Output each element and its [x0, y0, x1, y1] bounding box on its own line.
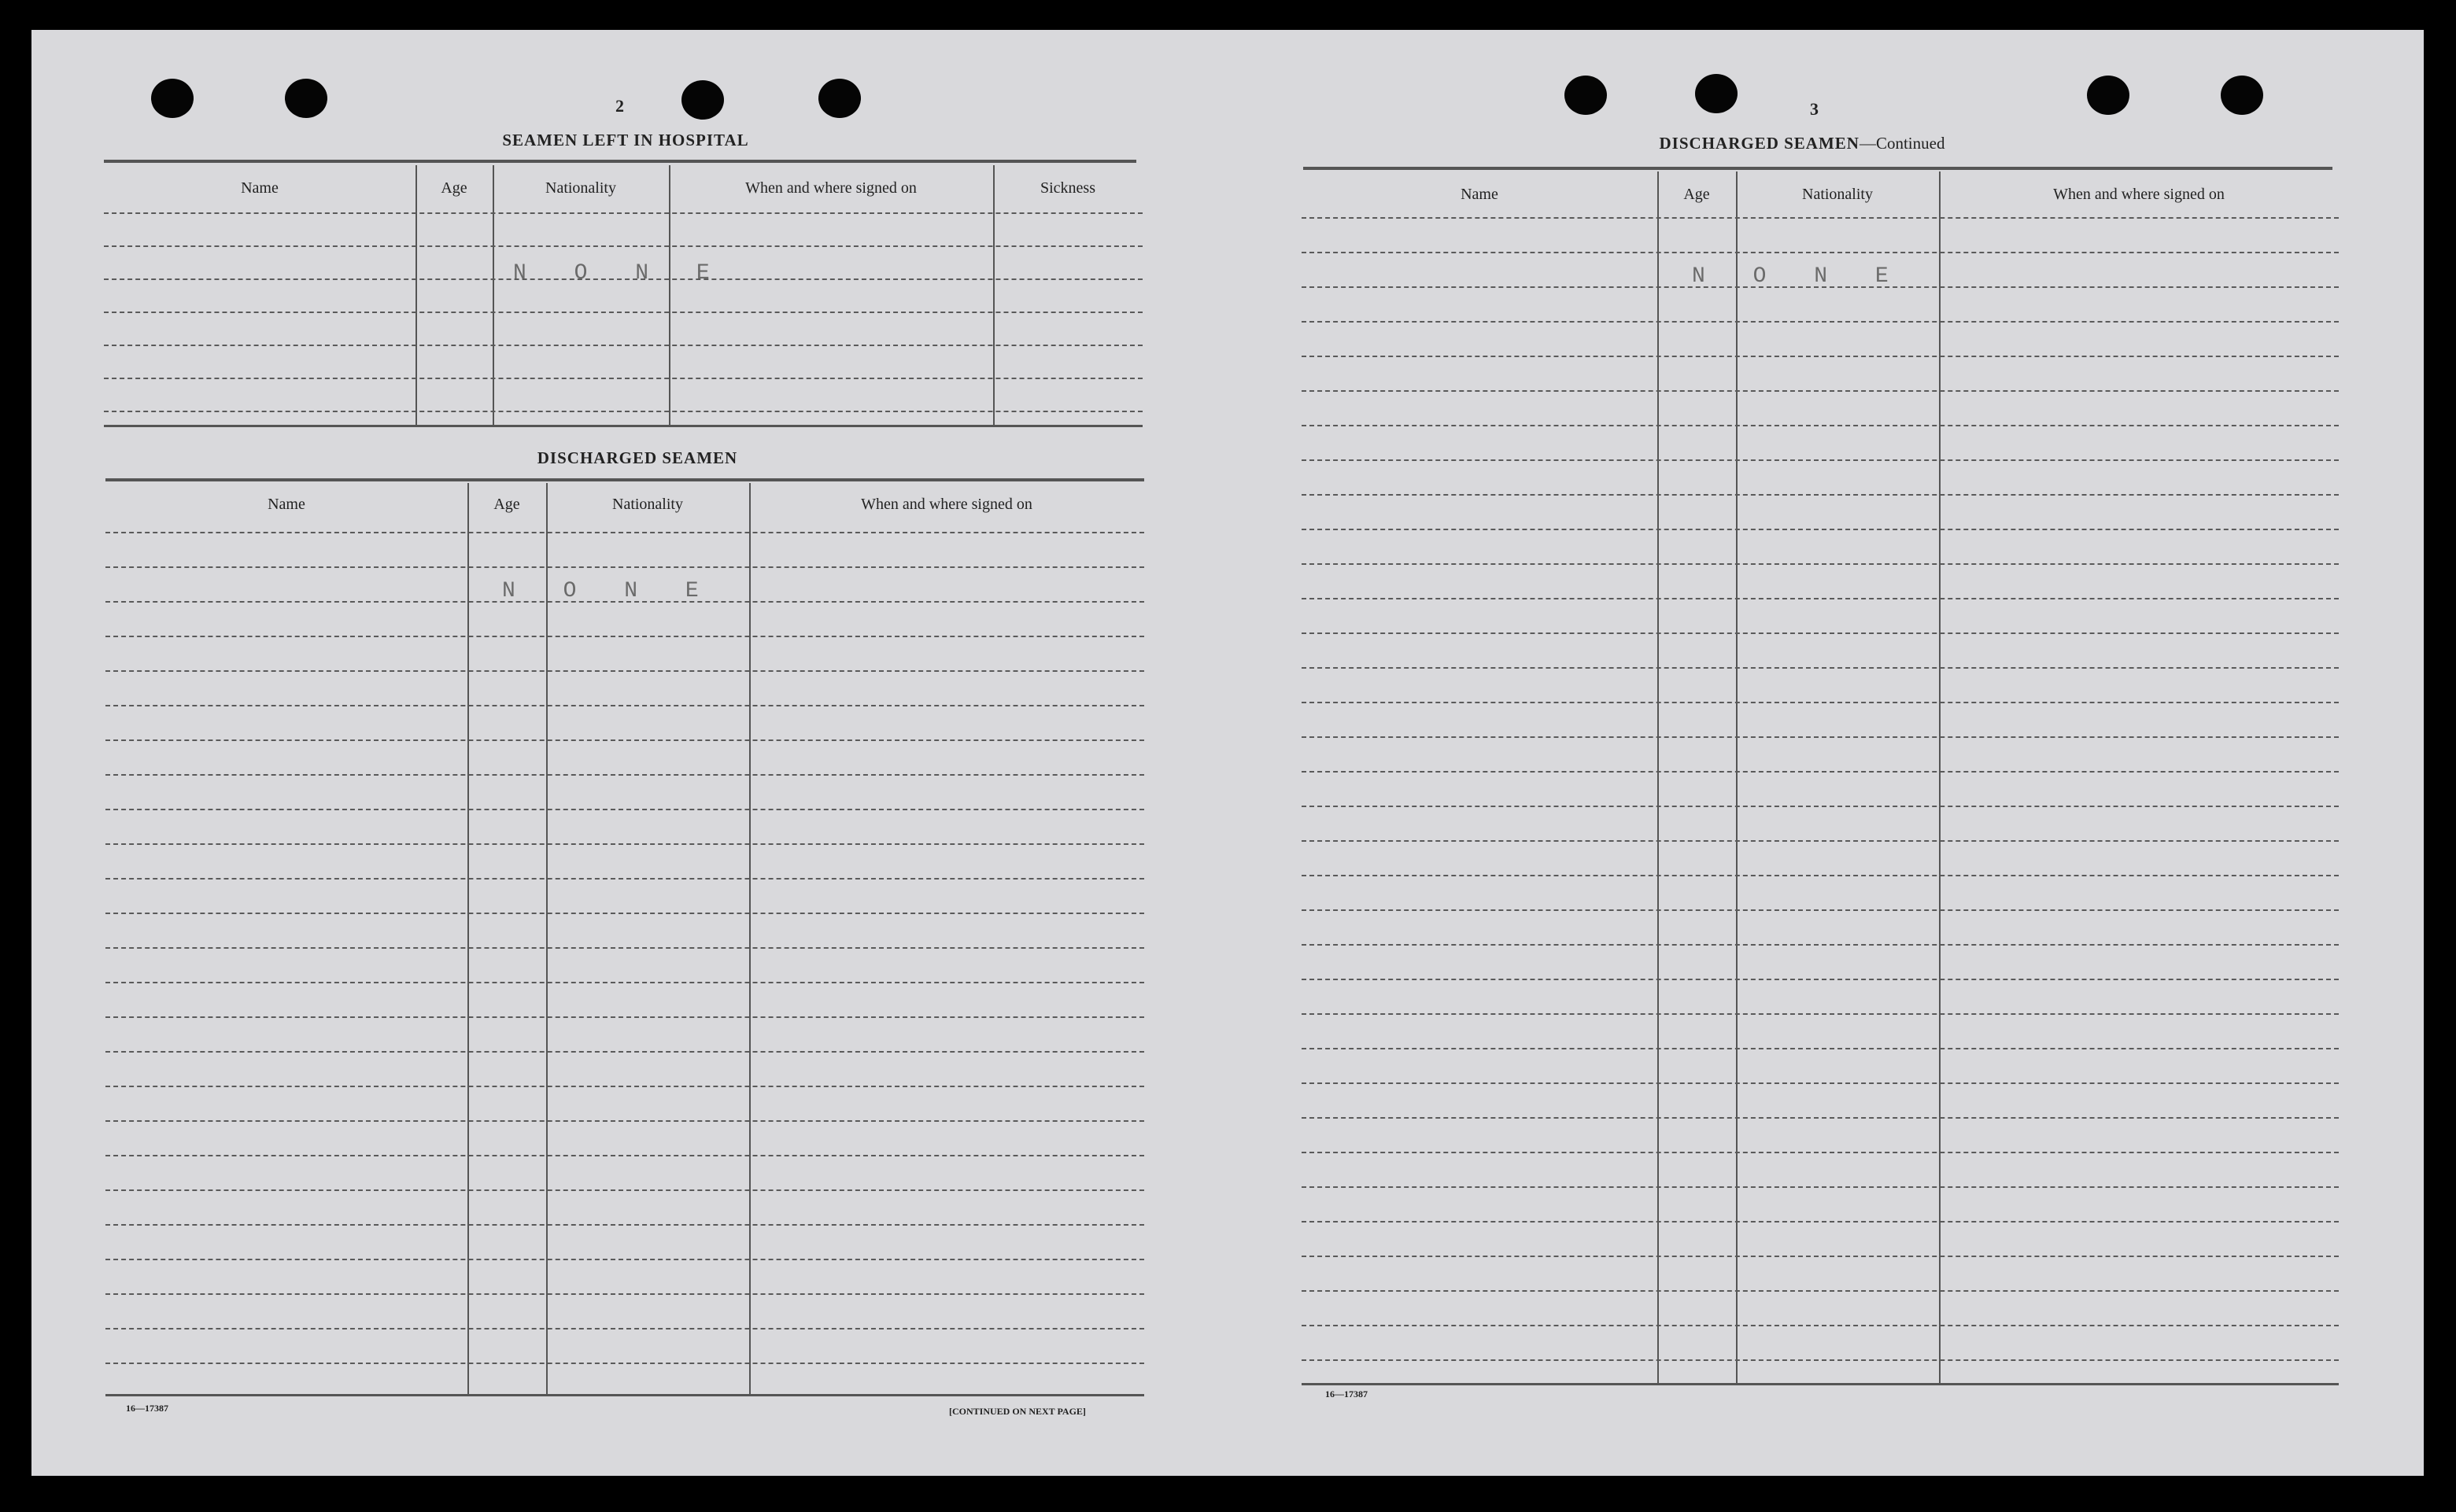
- col-header-age: Age: [493, 496, 520, 513]
- row-line: [1302, 1013, 2339, 1015]
- table-bottom-rule: [1302, 1383, 2339, 1385]
- row-line: [105, 1189, 1144, 1191]
- table-top-rule: [1303, 167, 2332, 170]
- row-line: [1302, 529, 2339, 530]
- row-line: [1302, 252, 2339, 253]
- table-bottom-rule: [105, 1394, 1144, 1396]
- row-line: [105, 670, 1144, 672]
- section-title-suffix: —Continued: [1859, 134, 1945, 153]
- row-line: [105, 1363, 1144, 1364]
- row-line: [105, 566, 1144, 568]
- row-line: [105, 1120, 1144, 1122]
- column-divider: [415, 165, 417, 426]
- row-line: [105, 532, 1144, 533]
- typed-entry-none: N O N E: [502, 579, 716, 603]
- row-line: [1302, 840, 2339, 842]
- row-line: [105, 1016, 1144, 1018]
- row-line: [105, 1086, 1144, 1087]
- row-line: [1302, 1325, 2339, 1326]
- row-line: [1302, 702, 2339, 703]
- row-line: [1302, 736, 2339, 738]
- row-line: [1302, 1048, 2339, 1049]
- row-line: [1302, 632, 2339, 634]
- col-header-nationality: Nationality: [612, 496, 683, 513]
- row-line: [104, 411, 1143, 412]
- table-top-rule: [104, 160, 1136, 163]
- col-header-signed-on: When and where signed on: [2053, 186, 2225, 203]
- row-line: [1302, 875, 2339, 876]
- col-header-nationality: Nationality: [1802, 186, 1873, 203]
- row-line: [1302, 1117, 2339, 1119]
- row-line: [105, 1328, 1144, 1329]
- row-line: [1302, 494, 2339, 496]
- column-divider: [1736, 171, 1738, 1385]
- row-line: [1302, 1152, 2339, 1153]
- row-line: [105, 636, 1144, 637]
- row-line: [1302, 598, 2339, 599]
- row-line: [104, 212, 1143, 214]
- section-title-hospital: SEAMEN LEFT IN HOSPITAL: [502, 131, 749, 149]
- row-line: [105, 705, 1144, 706]
- continued-note: [CONTINUED ON NEXT PAGE]: [949, 1406, 1086, 1417]
- discharged-continued-table: [1302, 171, 2339, 1385]
- row-line: [105, 1224, 1144, 1226]
- section-title-text: DISCHARGED SEAMEN: [1659, 134, 1860, 153]
- row-line: [1302, 1186, 2339, 1188]
- row-line: [1302, 979, 2339, 980]
- section-title-discharged: DISCHARGED SEAMEN: [537, 448, 738, 467]
- column-divider: [669, 165, 670, 426]
- row-line: [105, 1155, 1144, 1156]
- col-header-name: Name: [241, 179, 279, 197]
- row-line: [104, 378, 1143, 379]
- page-number: 2: [615, 96, 624, 116]
- row-line: [105, 982, 1144, 983]
- typed-entry-none: N O N E: [1692, 264, 1906, 289]
- row-line: [1302, 1290, 2339, 1292]
- col-header-age: Age: [1683, 186, 1710, 203]
- punch-hole: [2087, 76, 2129, 115]
- punch-hole: [285, 79, 327, 118]
- punch-hole: [1564, 76, 1607, 115]
- row-line: [1302, 1082, 2339, 1084]
- row-line: [1302, 459, 2339, 461]
- table-bottom-rule: [104, 425, 1143, 427]
- discharged-table: [105, 483, 1144, 1396]
- punch-hole: [681, 80, 724, 120]
- row-line: [105, 1293, 1144, 1295]
- column-divider: [493, 165, 494, 426]
- row-line: [105, 1051, 1144, 1053]
- section-title-discharged-continued: [1495, 134, 2109, 153]
- row-line: [1302, 806, 2339, 807]
- row-line: [1302, 667, 2339, 669]
- row-line: [105, 913, 1144, 914]
- punch-hole: [2221, 76, 2263, 115]
- col-header-signed-on: When and where signed on: [745, 179, 917, 197]
- punch-hole: [1695, 74, 1738, 113]
- row-line: [105, 878, 1144, 880]
- punch-hole: [151, 79, 194, 118]
- column-divider: [993, 165, 995, 426]
- row-line: [104, 345, 1143, 346]
- row-line: [1302, 390, 2339, 392]
- row-line: [1302, 1359, 2339, 1361]
- table-top-rule: [105, 478, 1144, 481]
- row-line: [105, 809, 1144, 810]
- page-number: 3: [1810, 99, 1819, 119]
- row-line: [105, 843, 1144, 845]
- column-divider: [1939, 171, 1941, 1385]
- row-line: [105, 739, 1144, 741]
- col-header-sickness: Sickness: [1040, 179, 1095, 197]
- punch-hole: [818, 79, 861, 118]
- row-line: [1302, 1256, 2339, 1257]
- row-line: [1302, 771, 2339, 773]
- typed-entry-none: N O N E: [513, 261, 727, 286]
- row-line: [1302, 909, 2339, 911]
- row-line: [105, 947, 1144, 949]
- row-line: [104, 312, 1143, 313]
- col-header-name: Name: [1461, 186, 1498, 203]
- col-header-nationality: Nationality: [545, 179, 616, 197]
- row-line: [104, 245, 1143, 247]
- hospital-table: [104, 165, 1143, 426]
- col-header-age: Age: [441, 179, 467, 197]
- row-line: [105, 1259, 1144, 1260]
- column-divider: [1657, 171, 1659, 1385]
- col-header-name: Name: [268, 496, 305, 513]
- row-line: [1302, 425, 2339, 426]
- row-line: [1302, 563, 2339, 565]
- row-line: [1302, 944, 2339, 946]
- row-line: [1302, 1221, 2339, 1223]
- col-header-signed-on: When and where signed on: [861, 496, 1032, 513]
- form-number: 16—17387: [1325, 1388, 1368, 1400]
- row-line: [1302, 217, 2339, 219]
- row-line: [1302, 356, 2339, 357]
- row-line: [1302, 321, 2339, 323]
- row-line: [105, 774, 1144, 776]
- form-number: 16—17387: [126, 1403, 168, 1414]
